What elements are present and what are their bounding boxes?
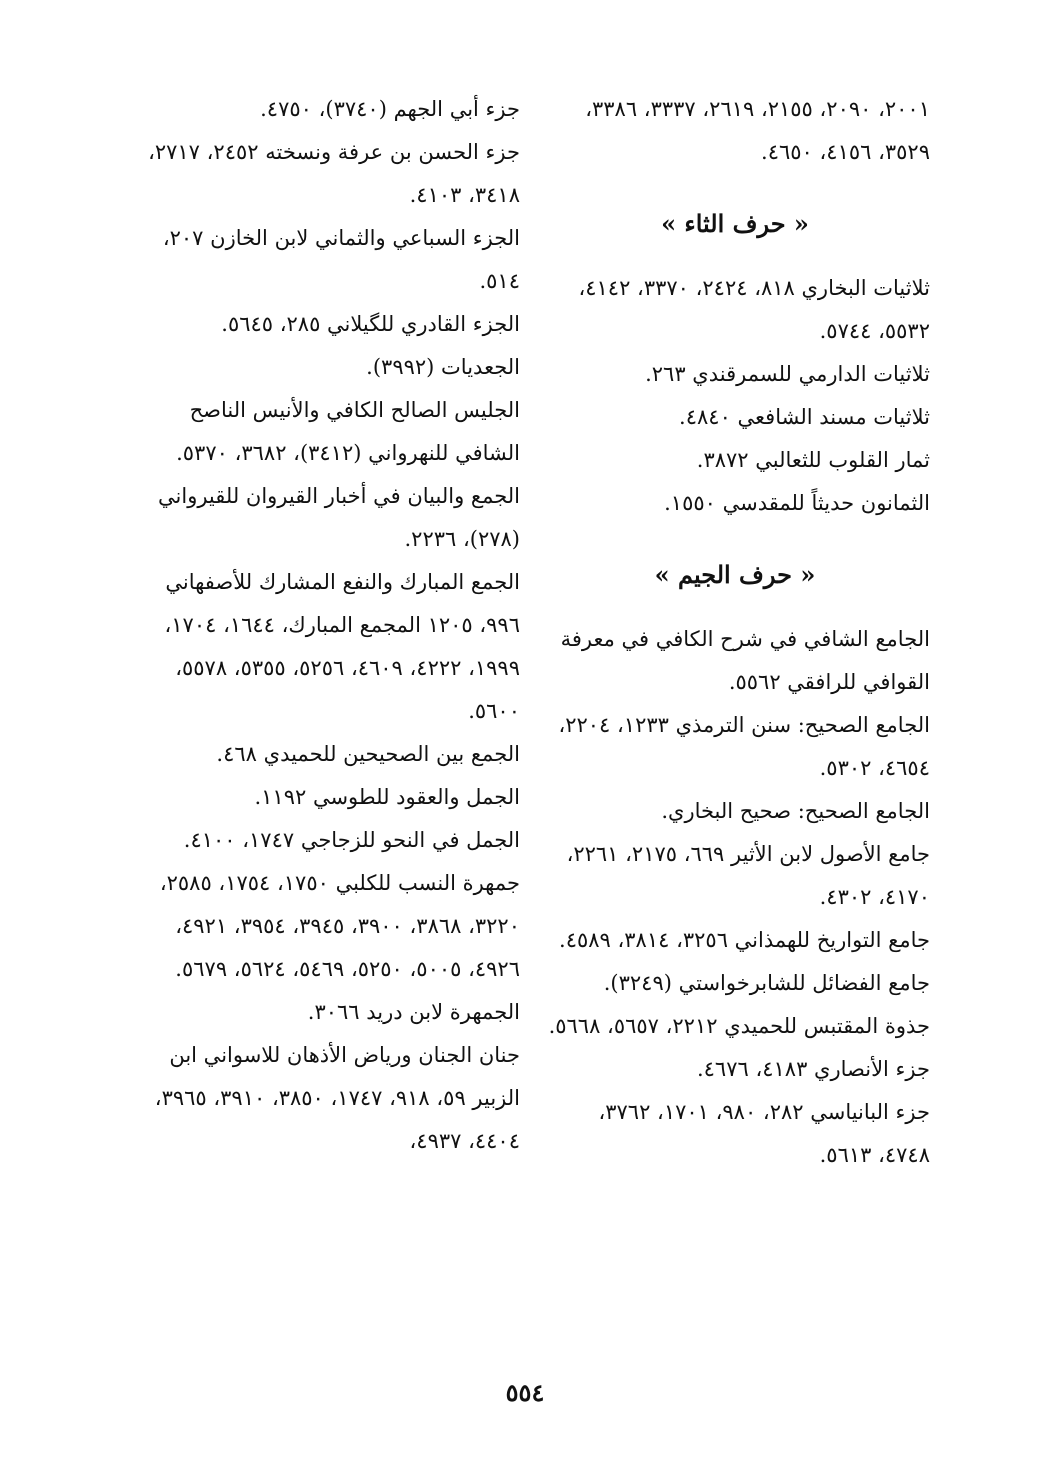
index-entry: جامع الأصول لابن الأثير ٦٦٩، ٢١٧٥، ٢٢٦١، ٤١٧٠، ٤٣٠٢. — [566, 842, 930, 909]
page-number: ٥٥٤ — [505, 1378, 545, 1407]
section-heading-tha: « حرف الثاء » — [661, 209, 809, 238]
index-entry: ثلاثيات الدارمي للسمرقندي ٢٦٣. — [645, 362, 930, 386]
index-entry: ثلاثيات مسند الشافعي ٤٨٤٠. — [679, 405, 930, 429]
index-entry: الجمع المبارك والنفع المشارك للأصفهاني ٩٩٦، ١٢٠٥ المجمع المبارك، ١٦٤٤، ١٧٠٤، ١٩٩٩، ٤٢٢٢، ٤٦٠٩، ٥٢٥٦، ٥٣٥٥، ٥٥٧٨، ٥٦٠٠. — [164, 570, 520, 723]
left-column — [130, 88, 520, 1163]
index-entry: الجامع الشافي في شرح الكافي في معرفة القوافي للرافقي ٥٥٦٢. — [560, 627, 930, 694]
index-entry: الثمانون حديثاً للمقدسي ١٥٥٠. — [664, 491, 930, 515]
right-column — [540, 88, 930, 1177]
index-entry: الجامع الصحيح: صحيح البخاري. — [661, 799, 930, 823]
index-entry: الجمل والعقود للطوسي ١١٩٢. — [254, 785, 520, 809]
index-entry: ٢٠٠١، ٢٠٩٠، ٢١٥٥، ٢٦١٩، ٣٣٣٧، ٣٣٨٦، ٣٥٢٩، ٤١٥٦، ٤٦٥٠. — [585, 97, 930, 164]
index-entry: جذوة المقتبس للحميدي ٢٢١٢، ٥٦٥٧، ٥٦٦٨. — [548, 1014, 930, 1038]
index-entry: ثمار القلوب للثعالبي ٣٨٧٢. — [696, 448, 930, 472]
index-entry: جامع التواريخ للهمذاني ٣٢٥٦، ٣٨١٤، ٤٥٨٩. — [559, 928, 930, 952]
index-entry: ثلاثيات البخاري ٨١٨، ٢٤٢٤، ٣٣٧٠، ٤١٤٢، ٥٥٣٢، ٥٧٤٤. — [578, 276, 930, 343]
index-entry: جزء البانياسي ٢٨٢، ٩٨٠، ١٧٠١، ٣٧٦٢، ٤٧٤٨، ٥٦١٣. — [598, 1100, 930, 1167]
index-entry: الجامع الصحيح: سنن الترمذي ١٢٣٣، ٢٢٠٤، ٤٦٥٤، ٥٣٠٢. — [558, 713, 930, 780]
index-entry: الجزء القادري للگيلاني ٢٨٥، ٥٦٤٥. — [221, 312, 520, 336]
index-entry: جامع الفضائل للشابرخواستي (٣٢٤٩). — [603, 971, 930, 995]
index-entry: الجعديات (٣٩٩٢). — [366, 355, 520, 379]
index-entry: جنان الجنان ورياض الأذهان للاسواني ابن الزبير ٥٩، ٩١٨، ١٧٤٧، ٣٨٥٠، ٣٩١٠، ٣٩٦٥، ٤٤٠٤، ٤٩٣٧، — [154, 1043, 520, 1153]
index-entry: جمهرة النسب للكلبي ١٧٥٠، ١٧٥٤، ٢٥٨٥، ٣٢٢٠، ٣٨٦٨، ٣٩٠٠، ٣٩٤٥، ٣٩٥٤، ٤٩٢١، ٤٩٢٦، ٥٠٠٥، ٥٢٥٠، ٥٤٦٩، ٥٦٢٤، ٥٦٧٩. — [159, 871, 520, 981]
section-heading-jim: « حرف الجيم » — [654, 560, 816, 589]
index-entry: الجمع والبيان في أخبار القيروان للقيرواني (٢٧٨)، ٢٢٣٦. — [158, 484, 520, 551]
index-entry: جزء الأنصاري ٤١٨٣، ٤٦٧٦. — [696, 1057, 930, 1081]
index-entry: الجليس الصالح الكافي والأنيس الناصح الشافي للنهرواني (٣٤١٢)، ٣٦٨٢، ٥٣٧٠. — [176, 398, 520, 465]
index-entry: الجزء السباعي والثماني لابن الخازن ٢٠٧، ٥١٤. — [162, 226, 520, 293]
index-entry: الجمل في النحو للزجاجي ١٧٤٧، ٤١٠٠. — [183, 828, 520, 852]
index-entry: جزء الحسن بن عرفة ونسخته ٢٤٥٢، ٢٧١٧، ٣٤١٨، ٤١٠٣. — [148, 140, 520, 207]
index-entry: الجمهرة لابن دريد ٣٠٦٦. — [307, 1000, 520, 1024]
index-entry: الجمع بين الصحيحين للحميدي ٤٦٨. — [216, 742, 520, 766]
index-entry: جزء أبي الجهم (٣٧٤٠)، ٤٧٥٠. — [260, 97, 520, 121]
